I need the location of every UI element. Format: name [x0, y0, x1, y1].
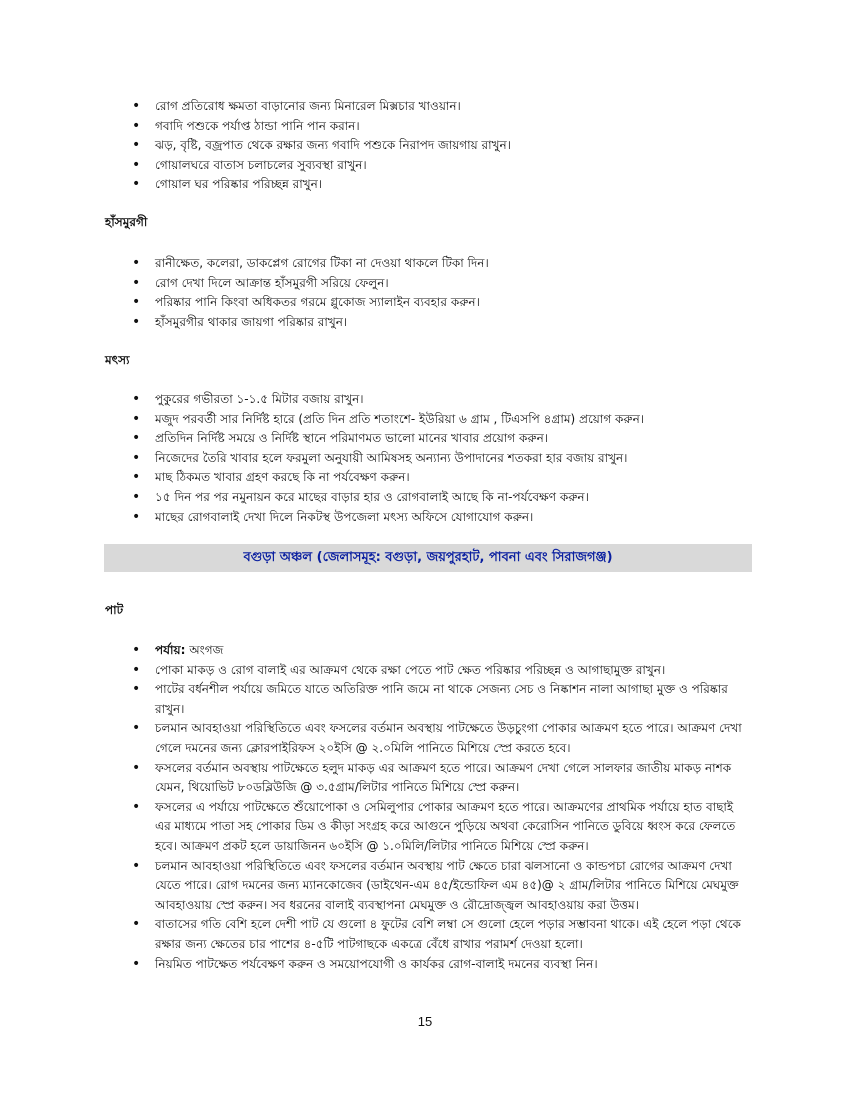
bullet-icon: •	[132, 255, 141, 271]
list-item: • রোগ প্রতিরোধ ক্ষমতা বাড়ানোর জন্য মিনারেল মিক্সচার খাওয়ান।	[0, 97, 850, 117]
bullet-icon: •	[132, 642, 141, 658]
bullet-icon: •	[132, 798, 141, 815]
bullet-icon: •	[132, 98, 141, 114]
bullet-icon: •	[132, 430, 141, 447]
list-item: • পোকা মাকড় ও রোগ বালাই এর আক্রমণ থেকে রক্ষা পেতে পাট ক্ষেত পরিষ্কার পরিচ্ছন্ন ও আগাছামুক্ত রাখুন।	[0, 661, 850, 681]
poultry-heading: হাঁসমুরগী	[105, 215, 148, 229]
list-item: • বাতাসের গতি বেশি হলে দেশী পাট যে গুলো ৪ ফুটের বেশি লম্বা সে গুলো হেলে পড়ার সম্ভাবনা থাকে। এই হেলে পড়া থেকে রক্ষার জন্য ক্ষেতের চার পাশের ৪-৫টি পাটগাছকে একত্রে বেঁধে রাখার পরামর্শ দেওয়া হলো।	[132, 916, 741, 951]
list-item: • নিয়মিত পাটক্ষেত পর্যবেক্ষণ করুন ও সময়োপযোগী ও কার্যকর রোগ-বালাই দমনের ব্যবস্থা নিন।	[0, 955, 850, 975]
list-item: • প্রতিদিন নির্দিষ্ট সময়ে ও নির্দিষ্ট স্থানে পরিমাণমত ভালো মানের খাবার প্রয়োগ করুন।	[0, 429, 850, 449]
bullet-icon: •	[132, 759, 141, 776]
bullet-icon: •	[132, 410, 141, 427]
fish-list	[0, 390, 850, 527]
region-banner: বগুড়া অঞ্চল (জেলাসমূহ: বগুড়া, জয়পুরহাট, পাবনা এবং সিরাজগঞ্জ)	[104, 544, 752, 572]
list-item: • ফসলের এ পর্যায়ে পাটক্ষেতে শুঁয়োপোকা ও সেমিলুপার পোকার আক্রমণ হতে পারে। আক্রমণের প্রাথমিক পর্যায়ে হাত বাছাই এর মাধ্যমে পাতা সহ পোকার ডিম ও কীড়া সংগ্রহ করে আগুনে পুড়িয়ে অথবা কেরোসিন পানিতে ডুবিয়ে ধ্বংস করে ফেলতে হবে। আক্রমণ প্রকট হলে ডায়াজিনন ৬০ইসি @ ১.০মিলি/লিটার পানিতে মিশিয়ে স্প্রে করুন।	[132, 798, 736, 853]
list-item: • পরিষ্কার পানি কিংবা অধিকতর গরমে গ্লুকোজ স্যালাইন ব্যবহার করুন।	[0, 293, 850, 313]
list-item: • হাঁসমুরগীর থাকার জায়গা পরিষ্কার রাখুন।	[0, 313, 850, 333]
list-item: • মাছ ঠিকমত খাবার গ্রহণ করছে কি না পর্যবেক্ষণ করুন।	[0, 468, 850, 488]
list-item: • ১৫ দিন পর পর নমুনায়ন করে মাছের বাড়ার হার ও রোগবালাই আছে কি না-পর্যবেক্ষণ করুন।	[0, 488, 850, 508]
list-item: • চলমান আবহাওয়া পরিস্থিতিতে এবং ফসলের বর্তমান অবস্থায় পাটক্ষেতে উড়চুংগা পোকার আক্রমণ হতে পারে। আক্রমণ দেখা গেলে দমনের জন্য ক্লোরপাইরিফস ২০ইসি @ ২.০মিলি পানিতে মিশিয়ে স্প্রে করতে হবে।	[132, 720, 742, 755]
bullet-icon: •	[132, 313, 141, 330]
list-item: • ঝড়, বৃষ্টি, বজ্রপাত থেকে রক্ষার জন্য গবাদি পশুকে নিরাপদ জায়গায় রাখুন।	[0, 136, 850, 156]
stage-value: অংগজ	[185, 643, 224, 657]
jute-heading: পাট	[105, 603, 124, 617]
bullet-icon: •	[132, 661, 141, 678]
list-item: • ফসলের বর্তমান অবস্থায় পাটক্ষেতে হলুদ মাকড় এর আক্রমণ হতে পারে। আক্রমণ দেখা গেলে সালফার জাতীয় মাকড় নাশক যেমন, থিয়োভিট ৮০ডব্লিউজি @ ৩.৫গ্রাম/লিটার পানিতে মিশিয়ে স্প্রে করুন।	[132, 759, 732, 795]
bullet-icon: •	[132, 137, 141, 154]
bullet-icon: •	[132, 176, 141, 193]
list-item: • পাটের বর্ধনশীল পর্যায়ে জমিতে যাতে অতিরিক্ত পানি জমে না থাকে সেজন্য সেচ ও নিষ্কাশন নালা আগাছা মুক্ত ও পরিষ্কার রাখুন।	[132, 681, 728, 716]
list-item: • গোয়ালঘরে বাতাস চলাচলের সুব্যবস্থা রাখুন।	[0, 156, 850, 176]
bullet-icon: •	[132, 508, 141, 525]
list-item: • গবাদি পশুকে পর্যাপ্ত ঠান্ডা পানি পান করান।	[0, 117, 850, 137]
bullet-icon: •	[132, 391, 141, 407]
list-item: • রোগ দেখা দিলে আক্রান্ত হাঁসমুরগী সরিয়ে ফেলুন।	[0, 274, 850, 294]
bullet-icon: •	[132, 117, 141, 134]
bullet-icon: •	[132, 294, 141, 311]
jute-list	[0, 641, 850, 974]
page-number: 15	[417, 1014, 433, 1029]
bullet-icon: •	[132, 955, 141, 972]
bullet-icon: •	[132, 449, 141, 466]
bullet-icon: •	[132, 156, 141, 173]
bullet-icon: •	[132, 681, 141, 698]
livestock-list	[0, 97, 850, 195]
bullet-icon: •	[132, 469, 141, 486]
list-item: • পুকুরের গভীরতা ১-১.৫ মিটার বজায় রাখুন।	[0, 390, 850, 410]
stage-label: পর্যায়:	[155, 643, 186, 657]
bullet-icon: •	[132, 720, 141, 737]
fish-heading: মৎস্য	[105, 353, 130, 367]
bullet-icon: •	[132, 916, 141, 933]
list-item: • নিজেদের তৈরি খাবার হলে ফরমুলা অনুযায়ী আমিষসহ অন্যান্য উপাদানের শতকরা হার বজায় রাখুন।	[0, 449, 850, 469]
bullet-icon: •	[132, 488, 141, 505]
poultry-list	[0, 254, 850, 332]
list-item: • মজুদ পরবর্তী সার নির্দিষ্ট হারে (প্রতি দিন প্রতি শতাংশে- ইউরিয়া ৬ গ্রাম , টিএসপি ৪গ্রাম) প্রয়োগ করুন।	[0, 410, 850, 430]
list-item: • মাছের রোগবালাই দেখা দিলে নিকটস্থ উপজেলা মৎস্য অফিসে যোগাযোগ করুন।	[0, 508, 850, 528]
list-item: • গোয়াল ঘর পরিষ্কার পরিচ্ছন্ন রাখুন।	[0, 175, 850, 195]
list-item: • চলমান আবহাওয়া পরিস্থিতিতে এবং ফসলের বর্তমান অবস্থায় পাট ক্ষেতে চারা ঝলসানো ও কান্ডপচা রোগের আক্রমণ দেখা যেতে পারে। রোগ দমনের জন্য ম্যানকোজেব (ডাইথেন-এম ৪৫/ইন্ডোফিল এম ৪৫)@ ২ গ্রাম/লিটার পানিতে মিশিয়ে মেঘমুক্ত আবহাওয়ায় স্প্রে করুন। সব ধরনের বালাই ব্যবস্থাপনা মেঘমুক্ত ও রৌদ্রোজ্জ্বল আবহাওয়ায় করা উত্তম।	[132, 857, 739, 912]
bullet-icon: •	[132, 274, 141, 291]
list-item-stage	[0, 641, 850, 661]
list-item: • রানীক্ষেত, কলেরা, ডাকপ্লেগ রোগের টিকা না দেওয়া থাকলে টিকা দিন।	[0, 254, 850, 274]
bullet-icon: •	[132, 857, 141, 874]
